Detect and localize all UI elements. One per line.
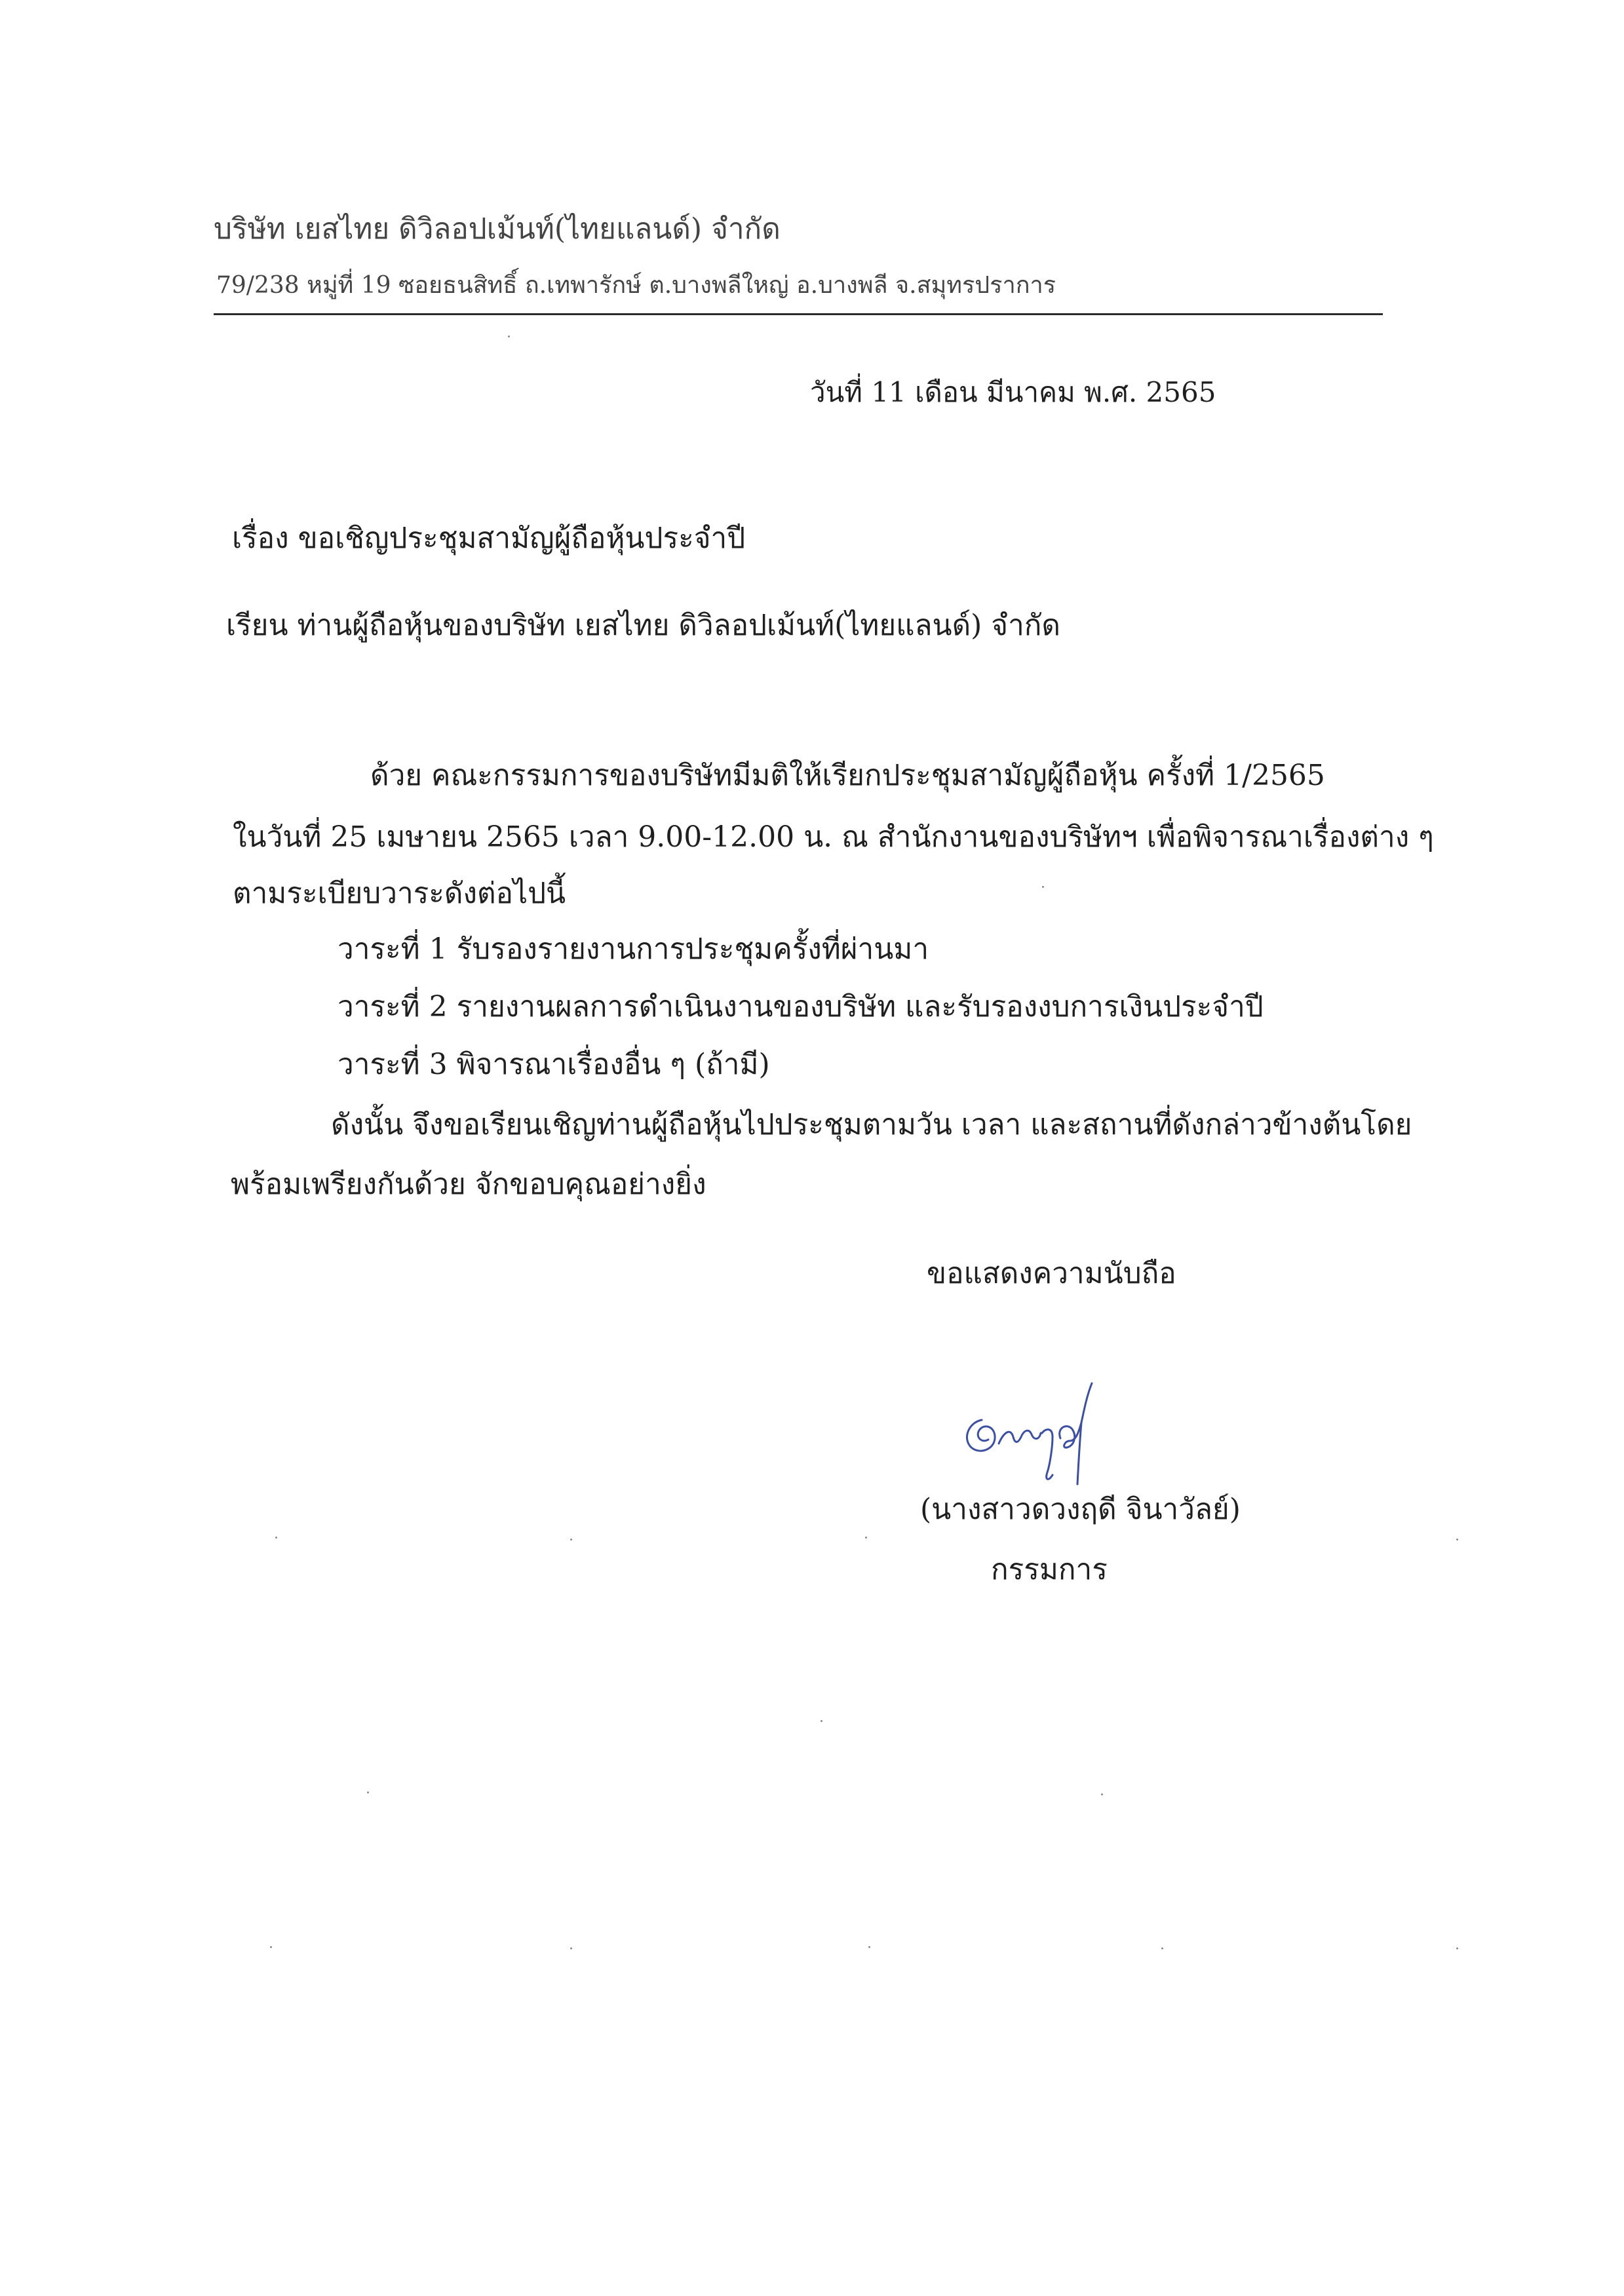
scan-speck — [270, 1946, 272, 1948]
scan-speck — [508, 335, 510, 337]
body-line-3: ตามระเบียบวาระดังต่อไปนี้ — [233, 877, 566, 910]
scan-speck — [1101, 1793, 1103, 1795]
body-line-2: ในวันที่ 25 เมษายน 2565 เวลา 9.00-12.00 น. ณ สำนักงานของบริษัทฯ เพื่อพิจารณาเรื่องต่าง ๆ — [233, 820, 1434, 854]
signer-name: (นางสาวดวงฤดี จินาวัลย์) — [920, 1493, 1241, 1526]
letter-recipient: เรียน ท่านผู้ถือหุ้นของบริษัท เยสไทย ดิวิลอปเม้นท์(ไทยแลนด์) จำกัด — [226, 609, 1060, 642]
scan-speck — [1456, 1539, 1458, 1540]
scan-speck — [865, 1537, 867, 1539]
header-divider — [214, 313, 1383, 315]
scan-speck — [821, 1720, 822, 1722]
agenda-item-3: วาระที่ 3 พิจารณาเรื่องอื่น ๆ (ถ้ามี) — [338, 1048, 770, 1081]
signer-title: กรรมการ — [991, 1553, 1108, 1586]
scan-speck — [570, 1947, 572, 1949]
scan-speck — [868, 1946, 870, 1948]
agenda-item-2: วาระที่ 2 รายงานผลการดำเนินงานของบริษัท และรับรองงบการเงินประจำปี — [338, 990, 1264, 1024]
scan-speck — [1456, 1947, 1458, 1949]
agenda-item-1: วาระที่ 1 รับรองรายงานการประชุมครั้งที่ผ่านมา — [338, 932, 929, 966]
letter-date: วันที่ 11 เดือน มีนาคม พ.ศ. 2565 — [810, 376, 1216, 408]
body-line-1: ด้วย คณะกรรมการของบริษัทมีมติให้เรียกประชุมสามัญผู้ถือหุ้น ครั้งที่ 1/2565 — [370, 759, 1325, 792]
letter-subject: เรื่อง ขอเชิญประชุมสามัญผู้ถือหุ้นประจำปี — [232, 522, 746, 555]
scan-speck — [1161, 1947, 1163, 1949]
regards-text: ขอแสดงความนับถือ — [927, 1257, 1176, 1290]
scan-speck — [367, 1791, 369, 1793]
company-address: 79/238 หมู่ที่ 19 ซอยธนสิทธิ์ ถ.เทพารักษ์ ต.บางพลีใหญ่ อ.บางพลี จ.สมุทรปราการ — [216, 272, 1056, 299]
scan-speck — [1042, 886, 1044, 888]
closing-line-2: พร้อมเพรียงกันด้วย จักขอบคุณอย่างยิ่ง — [231, 1168, 706, 1201]
company-name: บริษัท เยสไทย ดิวิลอปเม้นท์(ไทยแลนด์) จำกัด — [214, 212, 781, 246]
scan-speck — [275, 1537, 277, 1539]
handwritten-signature — [957, 1360, 1127, 1504]
closing-line-1: ดังนั้น จึงขอเรียนเชิญท่านผู้ถือหุ้นไปประชุมตามวัน เวลา และสถานที่ดังกล่าวข้างต้นโดย — [331, 1108, 1412, 1141]
scan-speck — [570, 1539, 572, 1540]
